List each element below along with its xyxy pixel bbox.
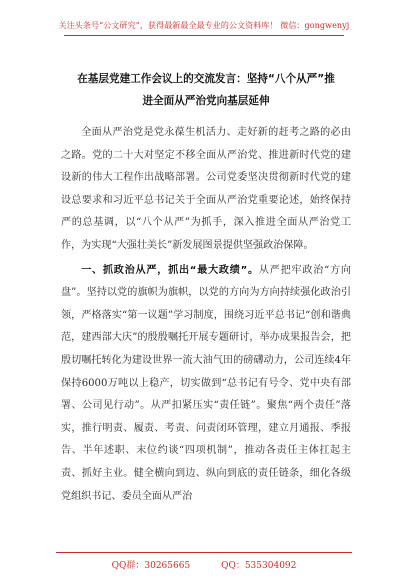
header-banner bbox=[0, 0, 408, 40]
document-body bbox=[61, 68, 351, 508]
document-title-line-2: 进全面从严治党向基层延伸 bbox=[142, 95, 270, 107]
section-1-heading: 一、抓政治从严，抓出“最大政绩”。 bbox=[81, 264, 259, 276]
document-title-line-1: 在基层党建工作会议上的交流发言：坚持“八个从严”推 bbox=[77, 73, 335, 85]
header-divider bbox=[64, 35, 344, 36]
footer bbox=[0, 558, 408, 571]
section-1-body: 从严把牢政治“方向盘”。坚持以党的旗帜为旗帜，以党的方向为方向持续强化政治引领，严格落实“第一议题”学习制度，围绕习近平总书记“创和谐典范，建西部大庆”的殷殷嘱托开展专题研讨，举办成果报告会，把殷切嘱托转化为建设世界一流大油气田的磅礴动力，公司连续4年保持6000万吨以上稳产，切实做到“总书记有号令、党中央有部署、公司见行动”。从严扣紧压实“责任链”。聚焦“两个责任”落实，推行明责、履责、考责、问责闭环管理，建立月通报、季报告、半年述职、末位约谈“四项机制”，推动各责任主体扛起主责、抓好主业。健全横向到边、纵向到底的责任链条，细化各级党组织书记、委员全面从严治 bbox=[61, 264, 351, 502]
intro-paragraph: 全面从严治党是党永葆生机活力、走好新的赶考之路的必由之路。党的二十大对坚定不移全面从严治党、推进新时代党的建设新的伟大工程作出战略部署。公司党委坚决贯彻新时代党的建设总要求和习近平总书记关于全面从严治党重要论述，始终保持严的总基调，以“八个从严”为抓手，深入推进全面从严治党工作，为实现“大强壮美长”新发展图景提供坚强政治保障。 bbox=[61, 127, 351, 251]
footer-divider bbox=[56, 552, 352, 553]
footer-qq-contact: QQ：535304092 bbox=[221, 561, 297, 571]
document-title bbox=[61, 68, 351, 112]
section-1-paragraph bbox=[61, 260, 351, 509]
header-banner-text: 关注头条号“公文研究”，获得最新最全最专业的公文资料库！ 微信：gongwenyj bbox=[58, 21, 350, 30]
footer-qq-group: QQ群：30265665 bbox=[111, 561, 191, 571]
